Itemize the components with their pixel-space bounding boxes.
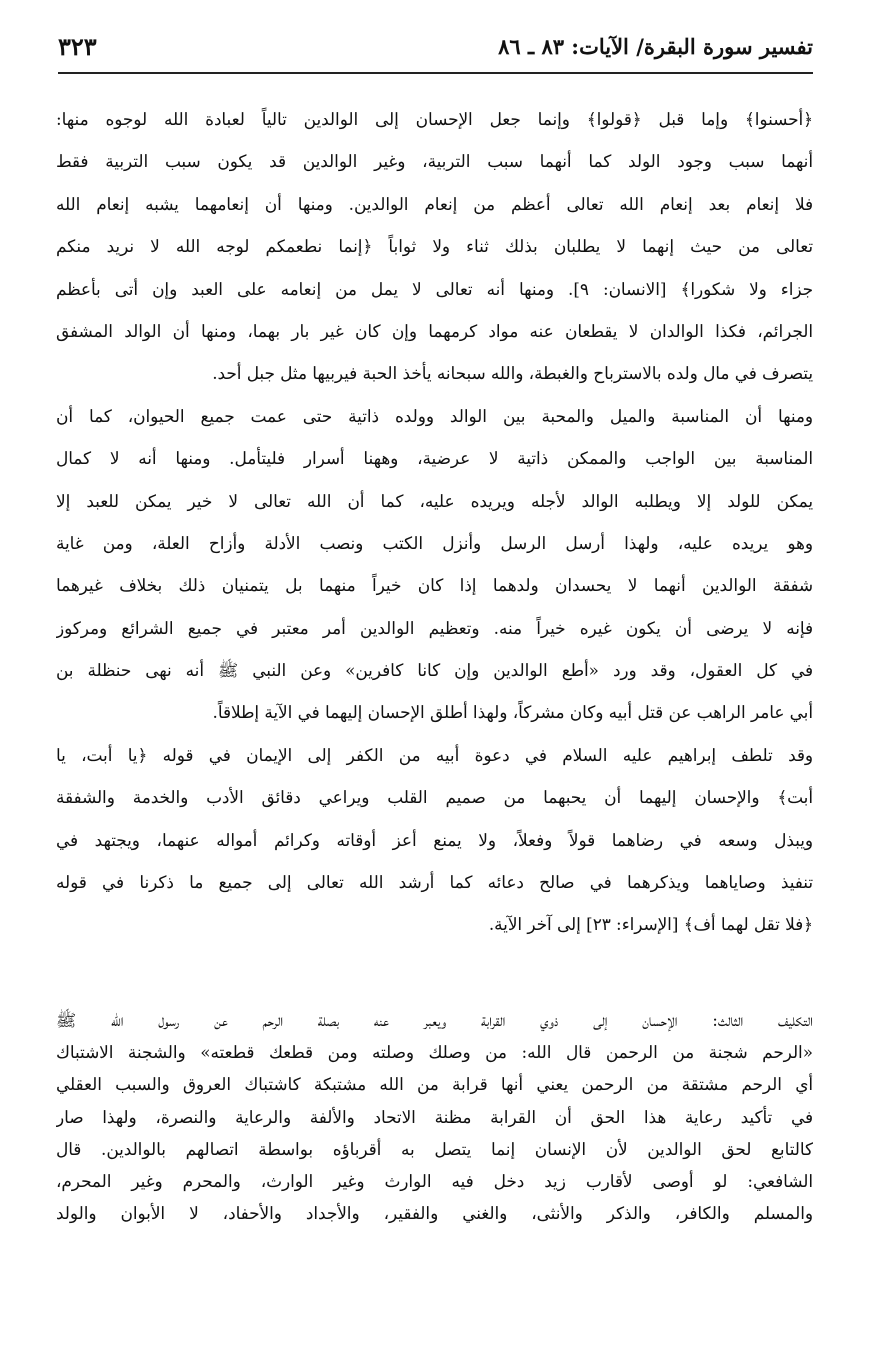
text-line: الشافعي: لو أوصى لأقارب زيد دخل فيه الوارث وغير الوارث، والمحرم وغير المحرم، xyxy=(56,1170,813,1191)
text-line: تعالى من حيث إنهما لا يطلبان بذلك ثناء ولا ثواباً ﴿إنما نطعمكم لوجه الله لا نريد منكم xyxy=(56,236,813,257)
text-line: أبت﴾ والإحسان إليهما أن يحبهما من صميم القلب ويراعي دقائق الأدب والخدمة والشفقة xyxy=(56,787,813,808)
page-number: ٣٢٣ xyxy=(58,32,97,61)
text-line: في تأكيد رعاية هذا الحق أن القرابة مظنة الاتحاد والألفة والرعاية والنصرة، ولهذا صار xyxy=(56,1106,813,1127)
paragraph-1 xyxy=(56,98,813,946)
text-line: وقد تلطف إبراهيم عليه السلام في دعوة أبيه من الكفر إلى الإيمان في قوله ﴿يا أبت، يا xyxy=(56,744,813,765)
text-line: وهو يريده عليه، ولهذا أرسل الرسل وأنزل الكتب ونصب الأدلة وأزاح العلة، ومن غاية xyxy=(56,532,813,553)
text-line: ومنها أن المناسبة والميل والمحبة بين الوالد وولده ذاتية حتى عمت جميع الحيوان، كما أن xyxy=(56,405,813,426)
text-line: شفقة الوالدين أنهما لا يحسدان ولدهما إذا كان خيراً منهما بل يتمنيان ذلك بخلاف غيرهما xyxy=(56,575,813,596)
text-line: ويبذل وسعه في رضاهما قولاً وفعلاً، ولا يمنع أعز أوقاته وكرائم أمواله عنهما، ويجتهد في xyxy=(56,829,813,850)
text-line: في كل العقول، وقد ورد «أطع الوالدين وإن كانا كافرين» وعن النبي ﷺ أنه نهى حنظلة بن xyxy=(56,660,813,681)
running-head: تفسير سورة البقرة/ الآيات: ٨٣ ـ ٨٦ xyxy=(498,34,813,59)
text-line: ﴿أحسنوا﴾ وإما قبل ﴿قولوا﴾ وإنما جعل الإحسان إلى الوالدين تالياً لعبادة الله لوجوه منها: xyxy=(56,109,813,129)
text-line: الجرائم، فكذا الوالدان لا يقطعان عنه مواد كرمهما وإن كان غير بار بهما، ومنها أن الوالد المشفق xyxy=(56,320,813,341)
page-header xyxy=(58,22,813,74)
text-line: ﴿فلا تقل لهما أف﴾ [الإسراء: ٢٣] إلى آخر الآية. xyxy=(488,914,813,935)
text-line: فلا إنعام بعد إنعام الله تعالى أعظم من إنعام الوالدين. ومنها أن إنعامهما يشبه إنعام الله xyxy=(56,193,813,214)
text-line: والمسلم والكافر، والذكر والأنثى، والغني والفقير، والأجداد والأحفاد، لا الأبوان والولد xyxy=(56,1203,813,1224)
paragraph-2 xyxy=(56,1004,813,1229)
text-line: يتصرف في مال ولده بالاسترباح والغبطة، والله سبحانه يأخذ الحبة فيربيها مثل جبل أحد. xyxy=(212,363,813,384)
text-line: أبي عامر الراهب عن قتل أبيه وكان مشركاً، ولهذا أطلق الإحسان إليهما في الآية إطلاقاً. xyxy=(212,702,813,723)
text-line: «الرحم شجنة من الرحمن قال الله: من وصلك وصلته ومن قطعك قطعته» والشجنة الاشتباك xyxy=(56,1042,813,1063)
text-line: كالتابع لحق الوالدين لأن الإنسان إنما يتصل به أقرباؤه بواسطة اتصالهم بالوالدين. قال xyxy=(56,1138,813,1159)
text-line: أنهما سبب وجود الولد كما أنهما سبب التربية، وغير الوالدين قد يكون سبب التربية فقط xyxy=(56,151,813,172)
text-line: جزاء ولا شكورا﴾ [الانسان: ٩]. ومنها أنه تعالى لا يمل من إنعامه على العبد وإن أتى بأعظم xyxy=(56,278,813,299)
text-line: التكليف الثالث: الإحسان إلى ذوي القرابة ويعبر عنه بصلة الرحم عن رسول الله ﷺ xyxy=(56,1010,813,1030)
text-line: تنفيذ وصاياهما ويذكرهما في صالح دعائه كما أرشد الله تعالى إلى جميع ما ذكرنا في قوله xyxy=(56,872,813,893)
text-line: فإنه لا يرضى أن يكون غيره خيراً منه. وتعظيم الوالدين أمر معتبر في جميع الشرائع ومركوز xyxy=(56,617,813,638)
text-line: يمكن للولد إلا ويطلبه الوالد لأجله ويريده عليه، كما أن الله تعالى لا خير يمكن للعبد إلا xyxy=(56,490,813,511)
text-line: المناسبة بين الواجب والممكن ذاتية لا عرضية، وههنا أسرار فليتأمل. ومنها أنه لا كمال xyxy=(56,448,813,469)
text-line: أي الرحم مشتقة من الرحمن يعني أنها قرابة من الله مشتبكة كاشتباك العروق والسبب العقلي xyxy=(56,1074,813,1095)
